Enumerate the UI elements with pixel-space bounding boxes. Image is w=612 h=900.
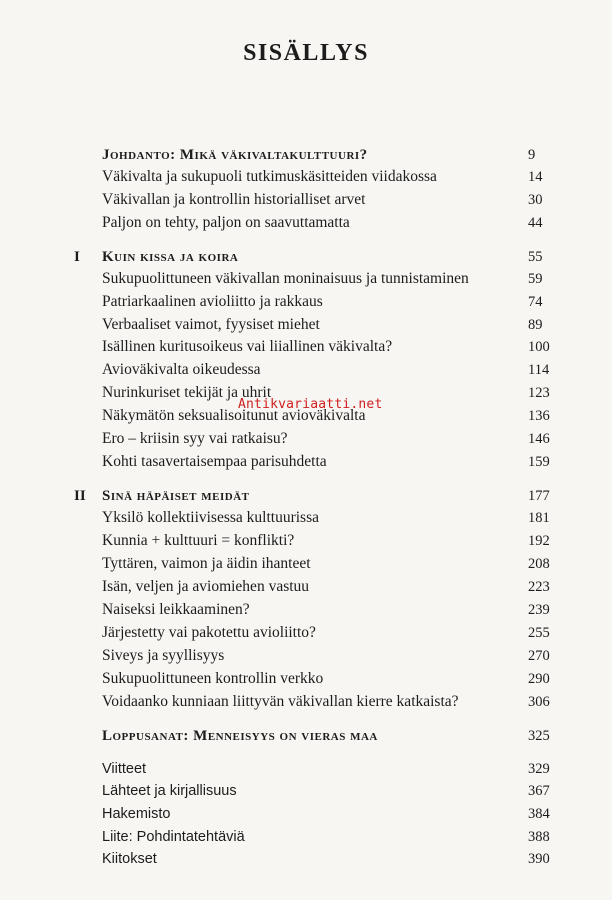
toc-page-number: 123: [528, 385, 550, 401]
toc-entry: [0, 268, 612, 290]
toc-entry-title: Sinä häpäiset meidät: [102, 488, 250, 504]
toc-entry-title: Yksilö kollektiivisessa kulttuurissa: [102, 509, 319, 526]
toc-entry: [0, 530, 612, 552]
toc-entry: [0, 758, 612, 780]
toc-entry-title: Liite: Pohdintatehtäviä: [102, 829, 245, 845]
toc-page-number: 55: [528, 249, 543, 265]
toc-entry-title: Siveys ja syyllisyys: [102, 647, 225, 664]
toc-entry-title: Tyttären, vaimon ja äidin ihanteet: [102, 555, 311, 572]
toc-page-number: 100: [528, 339, 550, 355]
toc-entry-title: Paljon on tehty, paljon on saavuttamatta: [102, 214, 350, 231]
toc-entry: [0, 451, 612, 473]
watermark: Antikvariaatti.net: [238, 397, 383, 412]
toc-entry-title: Sukupuolittuneen väkivallan moninaisuus ja tunnistaminen: [102, 270, 469, 287]
toc-entry-title: Kunnia + kulttuuri = konflikti?: [102, 532, 295, 549]
toc-page-number: 390: [528, 851, 550, 867]
toc-entry-title: Johdanto: Mikä väkivaltakulttuuri?: [102, 147, 368, 163]
toc-entry: [0, 212, 612, 234]
toc-page-number: 181: [528, 510, 550, 526]
toc-entry: [0, 691, 612, 713]
toc-page-number: 44: [528, 215, 543, 231]
toc-section-heading: [0, 144, 612, 166]
toc-entry-title: Patriarkaalinen avioliitto ja rakkaus: [102, 293, 323, 310]
toc-page-number: 74: [528, 294, 543, 310]
toc-entry: [0, 507, 612, 529]
toc-page-number: 192: [528, 533, 550, 549]
toc-entry: [0, 668, 612, 690]
toc-page-number: 329: [528, 761, 550, 777]
toc-entry-title: Viitteet: [102, 761, 147, 777]
toc-entry-title: Avioväkivalta oikeudessa: [102, 361, 261, 378]
toc-entry: [0, 848, 612, 870]
toc-page-number: 146: [528, 431, 550, 447]
toc-page-number: 208: [528, 556, 550, 572]
toc-entry: [0, 291, 612, 313]
toc-entry: [0, 359, 612, 381]
toc-entry-title: Nurinkuriset tekijät ja uhrit: [102, 384, 272, 401]
toc-entry-title: Näkymätön seksualisoitunut avioväkivalta: [102, 407, 366, 424]
toc-entry: [0, 780, 612, 802]
toc-page-number: 9: [528, 147, 536, 163]
toc-entry-title: Lähteet ja kirjallisuus: [102, 783, 237, 799]
toc-entry: [0, 553, 612, 575]
toc-page-number: 270: [528, 648, 550, 664]
toc-entry-title: Väkivallan ja kontrollin historialliset arvet: [102, 191, 366, 208]
toc-page-number: 255: [528, 625, 550, 641]
toc-entry: [0, 336, 612, 358]
toc-section-heading: [0, 725, 612, 747]
toc-page-number: 290: [528, 671, 550, 687]
toc-entry: [0, 189, 612, 211]
toc-page-number: 367: [528, 783, 550, 799]
toc-page-number: 159: [528, 454, 550, 470]
toc-entry-title: Voidaanko kunniaan liittyvän väkivallan kierre katkaista?: [102, 693, 459, 710]
toc-entry: [0, 166, 612, 188]
toc-entry: [0, 599, 612, 621]
page-title: SISÄLLYS: [243, 40, 369, 66]
toc-entry-title: Isän, veljen ja aviomiehen vastuu: [102, 578, 310, 595]
toc-entry-title: Verbaaliset vaimot, fyysiset miehet: [102, 316, 320, 333]
toc-entry: [0, 803, 612, 825]
toc-entry-title: Kohti tasavertaisempaa parisuhdetta: [102, 453, 327, 470]
toc-entry-title: Ero – kriisin syy vai ratkaisu?: [102, 430, 288, 447]
toc-page-number: 89: [528, 317, 543, 333]
toc-page-number: 384: [528, 806, 550, 822]
toc-entry: [0, 645, 612, 667]
toc-entry-title: Kuin kissa ja koira: [102, 249, 239, 265]
toc-entry-title: Järjestetty vai pakotettu avioliitto?: [102, 624, 316, 641]
toc-page-number: 30: [528, 192, 543, 208]
toc-section-heading: [0, 485, 612, 507]
toc-entry-title: Isällinen kuritusoikeus vai liiallinen väkivalta?: [102, 338, 393, 355]
toc-entry: [0, 576, 612, 598]
toc-page-number: 306: [528, 694, 550, 710]
toc-page-number: 239: [528, 602, 550, 618]
section-numeral: II: [74, 488, 86, 504]
toc-entry: [0, 622, 612, 644]
toc-entry-title: Sukupuolittuneen kontrollin verkko: [102, 670, 324, 687]
toc-entry-title: Kiitokset: [102, 851, 157, 867]
toc-entry-title: Hakemisto: [102, 806, 171, 822]
section-numeral: I: [74, 249, 80, 265]
toc-page-number: 14: [528, 169, 543, 185]
toc-entry-title: Naiseksi leikkaaminen?: [102, 601, 250, 618]
toc-page-number: 114: [528, 362, 550, 378]
toc-page-number: 177: [528, 488, 550, 504]
toc-page-number: 59: [528, 271, 543, 287]
toc-page-number: 388: [528, 829, 550, 845]
toc-entry: [0, 314, 612, 336]
toc-page-number: 136: [528, 408, 550, 424]
toc-entry-title: Väkivalta ja sukupuoli tutkimuskäsitteiden viidakossa: [102, 168, 437, 185]
toc-entry-title: Loppusanat: Menneisyys on vieras maa: [102, 728, 378, 744]
toc-section-heading: [0, 246, 612, 268]
toc-page-number: 325: [528, 728, 550, 744]
toc-entry: [0, 428, 612, 450]
toc-page-number: 223: [528, 579, 550, 595]
toc-entry: [0, 826, 612, 848]
